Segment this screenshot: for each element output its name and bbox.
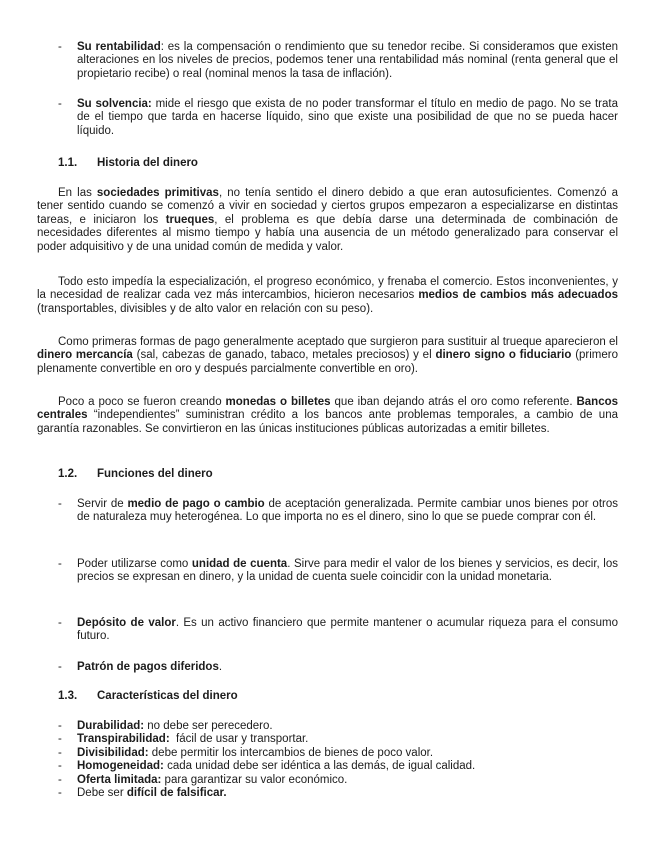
bullet-dash: - bbox=[58, 760, 62, 773]
text: fácil de usar y transportar. bbox=[169, 733, 309, 746]
bold-term: Transpirabilidad: bbox=[77, 733, 170, 746]
bullet-dash: - bbox=[58, 41, 62, 53]
paragraph-historia-2 bbox=[37, 276, 618, 316]
paragraph-historia-1 bbox=[37, 187, 618, 254]
section-heading-1-2 bbox=[58, 468, 618, 481]
text: de aceptación generalizada. Permite cambiar unos bienes por otros de naturaleza muy heterogénea. Lo que importa no es el dinero, sino lo que se puede comprar con él. bbox=[77, 498, 618, 524]
section-heading-1-1 bbox=[58, 157, 618, 170]
list-item-homogeneidad bbox=[58, 760, 618, 773]
bold-term: sociedades primitivas bbox=[96, 187, 219, 199]
paragraph-historia-3 bbox=[37, 336, 618, 376]
text: debe permitir los intercambios de bienes de poco valor. bbox=[148, 746, 434, 759]
section-title: Funciones del dinero bbox=[97, 468, 213, 480]
desc-rentabilidad: : es la compensación o rendimiento que su tenedor recibe. Si consideramos que existen alteraciones en los niveles de precios, podemos tener una rentabilidad más nominal (renta general que el propietario recibe) o real (nominal menos la tasa de inflación). bbox=[77, 41, 618, 80]
section-number: 1.3. bbox=[58, 690, 78, 702]
list-item-rentabilidad bbox=[58, 41, 618, 81]
text: que iban dejando atrás el oro como referente. bbox=[330, 396, 577, 408]
text: , no tenía sentido el dinero debido a que eran autosuficientes. Comenzó a tener sentido cuando se comenzó a vivir en sociedad y ciertos grupos empezaron a especializarse en distintas tareas, e iniciaron los bbox=[37, 187, 618, 226]
section-number: 1.2. bbox=[58, 468, 78, 480]
text: “independientes” suministran crédito a los bancos ante problemas temporales, a cambio de una garantía razonables. Se convirtieron en las únicas instituciones públicas autorizadas a emitir billetes. bbox=[37, 409, 618, 435]
bullet-dash: - bbox=[58, 498, 62, 510]
bold-term: dinero signo o fiduciario bbox=[435, 349, 572, 362]
section-title: Características del dinero bbox=[97, 690, 238, 702]
paragraph-historia-4 bbox=[37, 396, 618, 436]
list-item-solvencia bbox=[58, 98, 618, 138]
text: (sal, cabezas de ganado, tabaco, metales preciosos) y el bbox=[132, 349, 436, 362]
list-item-transpirabilidad bbox=[58, 733, 618, 746]
bold-term: Durabilidad: bbox=[77, 720, 145, 732]
bullet-dash: - bbox=[58, 733, 62, 746]
bold-term: Divisibilidad: bbox=[77, 746, 149, 759]
list-item-funcion-3 bbox=[58, 617, 618, 644]
section-title: Historia del dinero bbox=[97, 157, 198, 169]
list-item-oferta-limitada bbox=[58, 774, 618, 787]
bold-term: medio de pago o cambio bbox=[127, 498, 265, 510]
bold-term: Oferta limitada: bbox=[77, 773, 162, 786]
bold-term: dinero mercancía bbox=[37, 349, 133, 362]
list-item-durabilidad bbox=[58, 720, 618, 733]
section-number: 1.1. bbox=[58, 157, 78, 169]
bullet-dash: - bbox=[58, 558, 62, 570]
bullet-dash: - bbox=[58, 746, 62, 759]
text: . Es un activo financiero que permite mantener o acumular riqueza para el consumo futuro. bbox=[77, 617, 618, 643]
text: Como primeras formas de pago generalmente aceptado que surgieron para sustituir al trueque aparecieron el bbox=[58, 336, 618, 348]
desc-solvencia: mide el riesgo que exista de no poder transformar el título en medio de pago. No se trata de el tiempo que tarda en hacerse líquido, sino que existe una posibilidad de que no se pueda hacer líquido. bbox=[77, 98, 619, 137]
term-solvencia: Su solvencia: bbox=[77, 98, 152, 110]
list-item-falsificar bbox=[58, 787, 618, 800]
bold-term: Depósito de valor bbox=[77, 617, 176, 629]
term-rentabilidad: Su rentabilidad bbox=[77, 41, 161, 53]
text: . bbox=[218, 661, 223, 673]
bullet-dash: - bbox=[58, 773, 62, 786]
bullet-dash: - bbox=[58, 661, 62, 673]
bold-term: Patrón de pagos diferidos bbox=[77, 661, 219, 673]
text: . Sirve para medir el valor de los bienes y servicios, es decir, los precios se expresan en dinero, y la unidad de cuenta suele coincidir con la unidad monetaria. bbox=[77, 558, 618, 584]
section-heading-1-3 bbox=[58, 690, 618, 703]
text: no debe ser perecedero. bbox=[144, 720, 273, 732]
bullet-dash: - bbox=[58, 720, 62, 732]
bullet-dash: - bbox=[58, 98, 62, 110]
bullet-dash: - bbox=[58, 617, 62, 629]
text: (primero plenamente convertible en oro y después parcialmente convertible en oro). bbox=[37, 349, 619, 375]
bold-term: difícil de falsificar. bbox=[126, 786, 227, 799]
text: cada unidad debe ser idéntica a las demás, de igual calidad. bbox=[163, 760, 476, 773]
text: Poco a poco se fueron creando bbox=[58, 396, 226, 408]
list-item-funcion-4 bbox=[58, 661, 618, 674]
bullet-dash: - bbox=[58, 786, 62, 799]
text: Debe ser bbox=[77, 786, 127, 799]
text: Servir de bbox=[77, 498, 128, 510]
bold-term: trueques bbox=[165, 213, 215, 226]
bold-term: monedas o billetes bbox=[225, 396, 331, 408]
text: para garantizar su valor económico. bbox=[161, 773, 348, 786]
list-item-divisibilidad bbox=[58, 747, 618, 760]
text: En las bbox=[58, 187, 97, 199]
bold-term: unidad de cuenta bbox=[191, 558, 288, 570]
bold-term: Bancos centrales bbox=[37, 396, 619, 422]
text: Poder utilizarse como bbox=[77, 558, 192, 570]
bold-term: medios de cambios más adecuados bbox=[418, 289, 618, 302]
text: , el problema es que debía darse una determinada de combinación de necesidades diferentes al mismo tiempo y había una ausencia de un método generalizado para conservar el poder adquisitivo y de una unidad común de medida y valor. bbox=[37, 213, 618, 253]
caracteristicas-list bbox=[58, 720, 618, 800]
bold-term: Homogeneidad: bbox=[77, 760, 164, 773]
text: (transportables, divisibles y de alto valor en relación con su peso). bbox=[37, 302, 374, 315]
list-item-funcion-2 bbox=[58, 558, 618, 585]
text: Todo esto impedía la especialización, el progreso económico, y frenaba el comercio. Estos inconvenientes, y la necesidad de realizar cada vez más intercambios, hicieron necesarios bbox=[37, 276, 618, 302]
list-item-funcion-1 bbox=[58, 498, 618, 525]
